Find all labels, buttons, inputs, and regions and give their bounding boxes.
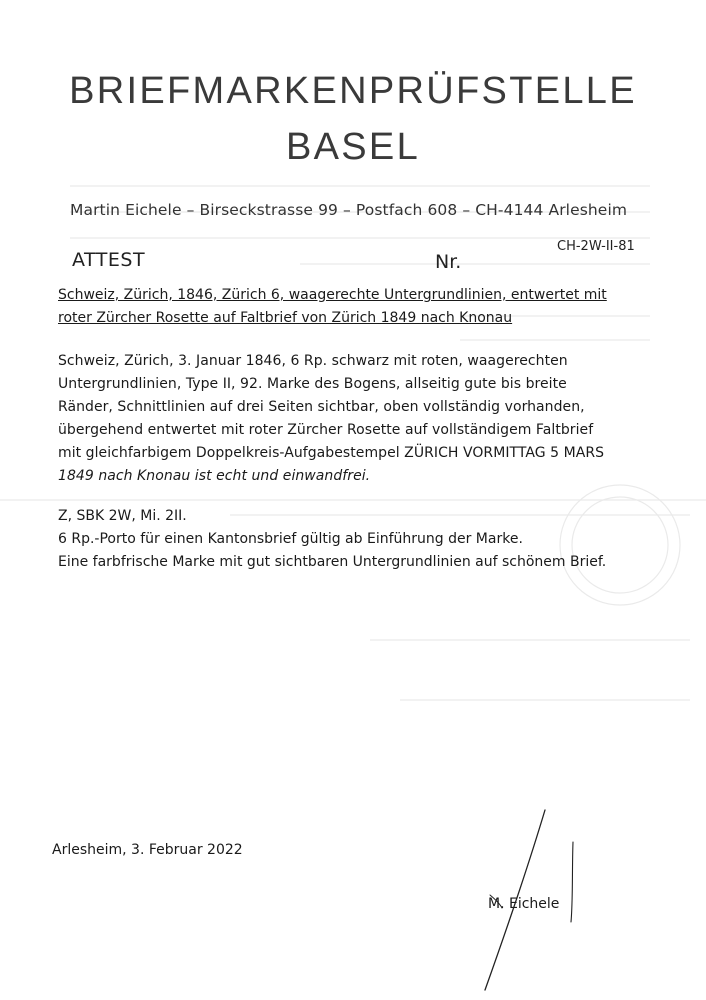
attest-label: ATTEST [72, 249, 146, 271]
description-line: mit gleichfarbigem Doppelkreis-Aufgabestempel ZÜRICH VORMITTAG 5 MARS [58, 445, 605, 461]
subject-line: Schweiz, Zürich, 1846, Zürich 6, waagerechte Untergrundlinien, entwertet mit [58, 287, 607, 303]
subject-line: roter Zürcher Rosette auf Faltbrief von Zürich 1849 nach Knonau [58, 310, 513, 326]
institute-city: BASEL [285, 126, 421, 168]
postage-note: 6 Rp.-Porto für einen Kantonsbrief gültig ab Einführung der Marke. [58, 531, 523, 547]
institute-title: BRIEFMARKENPRÜFSTELLE [69, 70, 637, 112]
catalog-reference: Z, SBK 2W, Mi. 2II. [58, 508, 187, 524]
certificate-number: CH-2W-II-81 [557, 239, 635, 254]
place-and-date: Arlesheim, 3. Februar 2022 [52, 842, 243, 858]
description-line: übergehend entwertet mit roter Zürcher Rosette auf vollständigem Faltbrief [58, 422, 594, 438]
number-label: Nr. [435, 251, 462, 273]
certificate-description [58, 350, 698, 488]
summary-note: Eine farbfrische Marke mit gut sichtbaren Untergrundlinien auf schönem Brief. [58, 554, 607, 570]
description-line: Schweiz, Zürich, 3. Januar 1846, 6 Rp. schwarz mit roten, waagerechten [58, 353, 568, 369]
description-line: Ränder, Schnittlinien auf drei Seiten sichtbar, oben vollständig vorhanden, [58, 399, 585, 415]
description-line-final: 1849 nach Knonau ist echt und einwandfrei. [58, 468, 371, 484]
certificate-notes [58, 505, 698, 574]
certificate-subject [58, 284, 658, 330]
institute-address: Martin Eichele – Birseckstrasse 99 – Postfach 608 – CH-4144 Arlesheim [70, 201, 628, 219]
signer-name: M. Eichele [488, 896, 560, 912]
description-line: Untergrundlinien, Type II, 92. Marke des Bogens, allseitig gute bis breite [58, 376, 567, 392]
